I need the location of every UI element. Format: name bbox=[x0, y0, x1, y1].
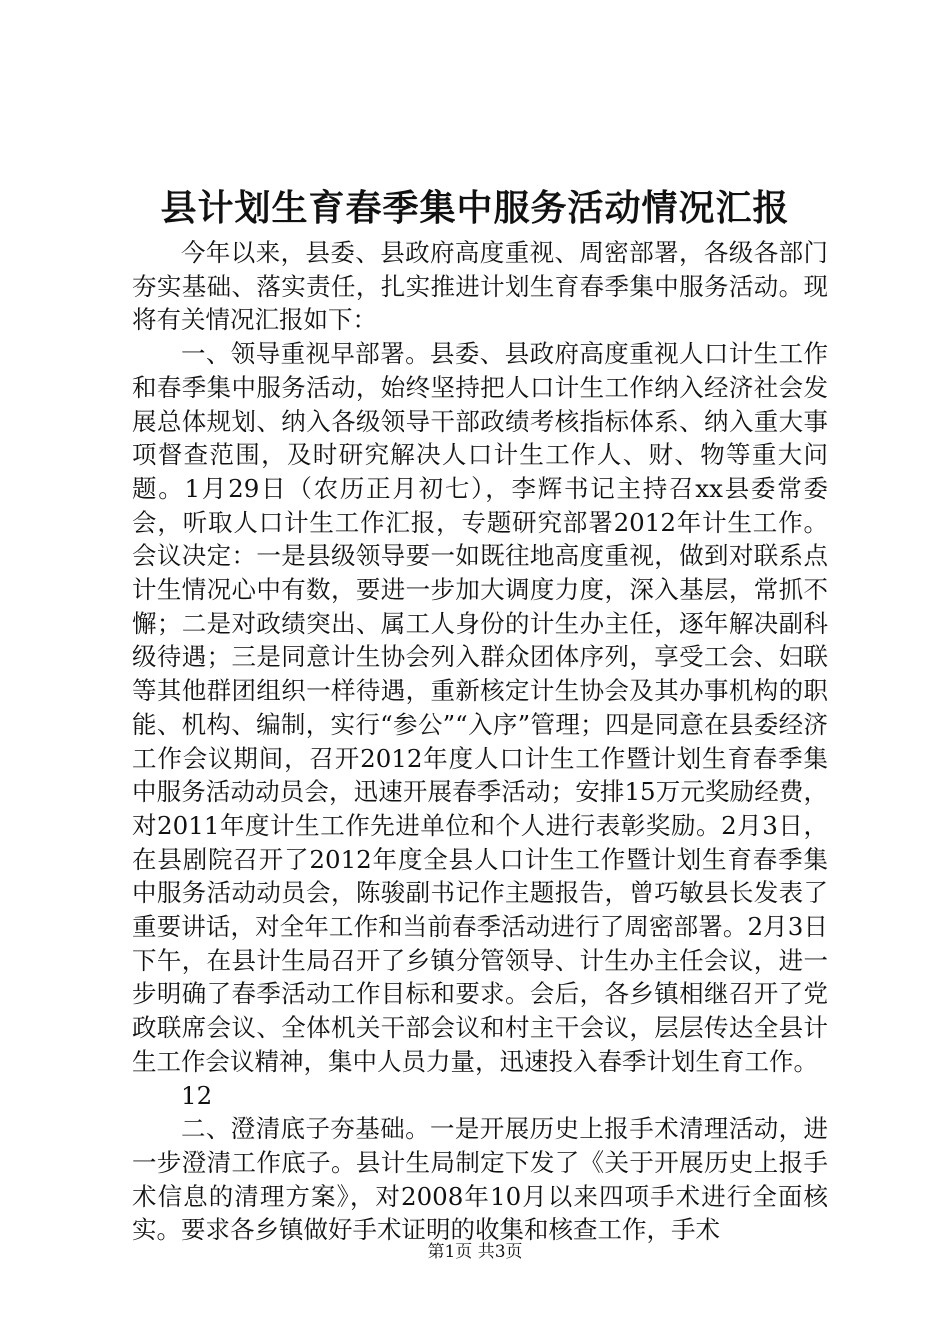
page-footer: 第1页 共3页 bbox=[427, 1242, 523, 1262]
document-body bbox=[132, 236, 828, 1247]
document-title: 县计划生育春季集中服务活动情况汇报 bbox=[160, 187, 790, 229]
paragraph-section-2: 二、澄清底子夯基础。一是开展历史上报手术清理活动，进一步澄清工作底子。县计生局制定下发了《关于开展历史上报手术信息的清理方案》，对2008年10月以来四项手术进行全面核实。要求各乡镇做好手术证明的收集和核查工作，手术 bbox=[132, 1114, 828, 1245]
paragraph-intro: 今年以来，县委、县政府高度重视、周密部署，各级各部门夯实基础、落实责任，扎实推进计划生育春季集中服务活动。现将有关情况汇报如下： bbox=[132, 238, 828, 335]
paragraph-section-1: 一、领导重视早部署。县委、县政府高度重视人口计生工作和春季集中服务活动，始终坚持把人口计生工作纳入经济社会发展总体规划、纳入各级领导干部政绩考核指标体系、纳入重大事项督查范围，及时研究解决人口计生工作人、财、物等重大问题。1月29日（农历正月初七），李辉书记主持召xx县委常委会，听取人口计生工作汇报，专题研究部署2012年计生工作。会议决定：一是县级领导要一如既往地高度重视，做到对联系点计生情况心中有数，要进一步加大调度力度，深入基层，常抓不懈；二是对政绩突出、属工人身份的计生办主任，逐年解决副科级待遇；三是同意计生协会列入群众团体序列，享受工会、妇联等其他群团组织一样待遇，重新核定计生协会及其办事机构的职能、机构、编制，实行“参公”“入序”管理；四是同意在县委经济工作会议期间，召开2012年度人口计生工作暨计划生育春季集中服务活动动员会，迅速开展春季活动；安排15万元奖励经费，对2011年度计生工作先进单位和个人进行表彰奖励。2月3日，在县剧院召开了2012年度全县人口计生工作暨计划生育春季集中服务活动动员会，陈骏副书记作主题报告，曾巧敏县长发表了重要讲话，对全年工作和当前春季活动进行了周密部署。2月3日下午，在县计生局召开了乡镇分管领导、计生办主任会议，进一步明确了春季活动工作目标和要求。会后，各乡镇相继召开了党政联席会议、全体机关干部会议和村主干会议，层层传达全县计生工作会议精神，集中人员力量，迅速投入春季计划生育工作。 bbox=[132, 339, 828, 1076]
paragraph-number: 12 bbox=[181, 1080, 213, 1110]
